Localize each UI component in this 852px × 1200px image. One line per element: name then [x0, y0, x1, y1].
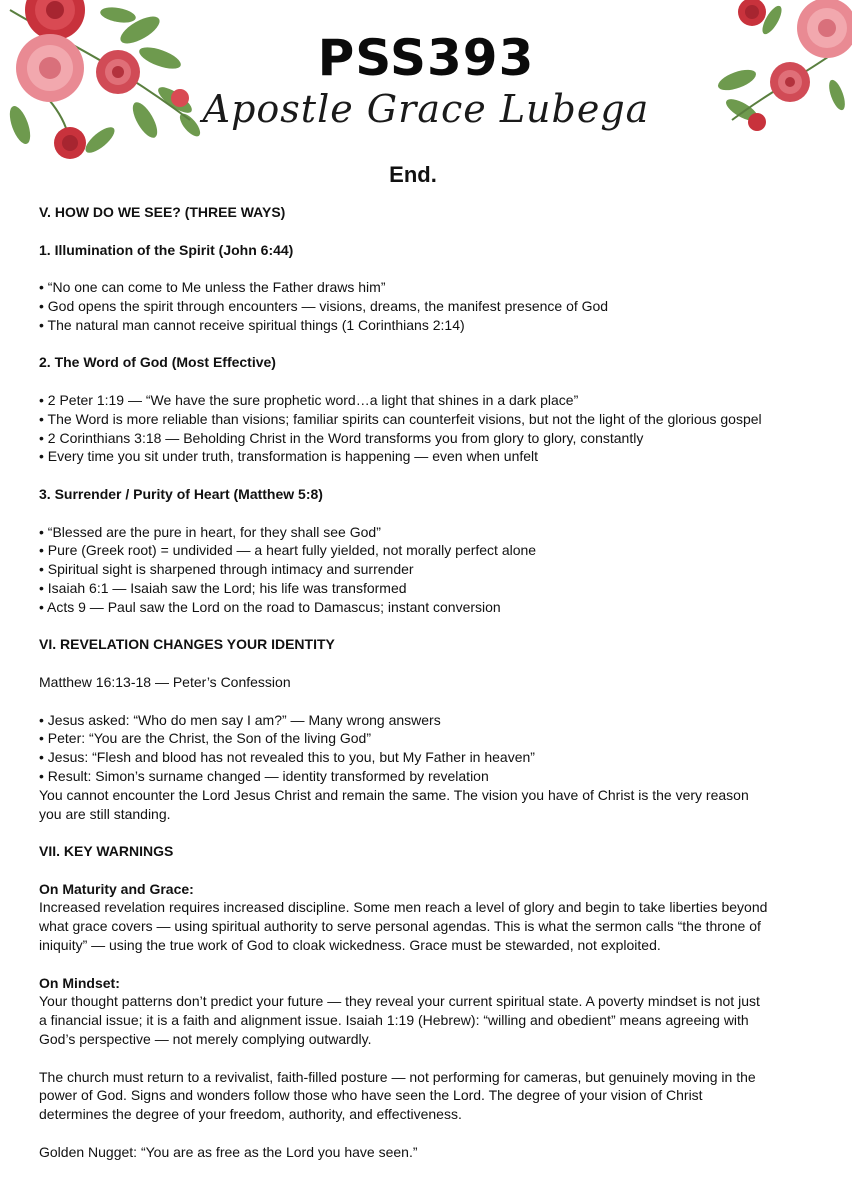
- list-item: • 2 Peter 1:19 — “We have the sure prophetic word…a light that shines in a dark place”: [39, 391, 579, 408]
- list-item: • The natural man cannot receive spiritual things (1 Corinthians 2:14): [39, 316, 465, 333]
- section-heading-v: V. HOW DO WE SEE? (THREE WAYS): [39, 204, 286, 220]
- subsection-heading-word: 2. The Word of God (Most Effective): [39, 354, 276, 371]
- page-subtitle: End.: [389, 162, 437, 187]
- list-item: • Isaiah 6:1 — Isaiah saw the Lord; his life was transformed: [39, 579, 407, 596]
- church-paragraph: The church must return to a revivalist, faith-filled posture — not performing for cameras, but genuinely moving in the power of God. Signs and wonders follow those who have seen the Lord. The degree of your vision of Christ determines the degree of your freedom, authority, and effectiveness.: [39, 1068, 756, 1123]
- maturity-paragraph: Increased revelation requires increased discipline. Some men reach a level of glory and begin to take liberties beyond what grace covers — using spiritual authority to serve personal agendas. This is what the sermon calls “the throne of iniquity” — using the true work of God to cloak wickedness. Grace must be stewarded, not exploited.: [39, 899, 768, 954]
- section-heading-vii: VII. KEY WARNINGS: [39, 843, 174, 860]
- list-item: • Every time you sit under truth, transformation is happening — even when unfelt: [39, 448, 539, 465]
- list-item: • 2 Corinthians 3:18 — Beholding Christ in the Word transforms you from glory to glory, constantly: [39, 429, 644, 446]
- subsection-heading-illumination: 1. Illumination of the Spirit (John 6:44): [39, 241, 294, 258]
- subsection-heading-surrender: 3. Surrender / Purity of Heart (Matthew 5:8): [39, 485, 323, 502]
- list-item: • Jesus asked: “Who do men say I am?” — Many wrong answers: [39, 711, 441, 728]
- list-item: • Peter: “You are the Christ, the Son of the living God”: [39, 730, 372, 747]
- bullet-list-surrender: [39, 523, 769, 617]
- scripture-reference: Matthew 16:13-18 — Peter’s Confession: [39, 673, 291, 690]
- mindset-label: On Mindset:: [39, 974, 120, 991]
- document-body: [39, 203, 769, 1162]
- list-item: • Acts 9 — Paul saw the Lord on the road to Damascus; instant conversion: [39, 598, 501, 615]
- page-title: PSS393: [317, 29, 535, 87]
- list-item: • “No one can come to Me unless the Father draws him”: [39, 279, 386, 296]
- list-item: • Spiritual sight is sharpened through intimacy and surrender: [39, 561, 414, 578]
- identity-paragraph: You cannot encounter the Lord Jesus Christ and remain the same. The vision you have of Christ is the very reason you are still standing.: [39, 786, 749, 822]
- bullet-list-word: [39, 391, 769, 466]
- list-item: • Result: Simon’s surname changed — identity transformed by revelation: [39, 767, 489, 784]
- list-item: • “Blessed are the pure in heart, for they shall see God”: [39, 523, 381, 540]
- list-item: • Pure (Greek root) = undivided — a heart fully yielded, not morally perfect alone: [39, 542, 537, 559]
- section-heading-vi: VI. REVELATION CHANGES YOUR IDENTITY: [39, 636, 335, 653]
- list-item: • Jesus: “Flesh and blood has not revealed this to you, but My Father in heaven”: [39, 749, 535, 766]
- bullet-list-confession: [39, 711, 769, 786]
- list-item: • The Word is more reliable than visions; familiar spirits can counterfeit visions, but not the light of the glorious gospel: [39, 410, 762, 427]
- author-signature: Apostle Grace Lubega: [202, 87, 650, 131]
- mindset-paragraph: Your thought patterns don’t predict your future — they reveal your current spiritual state. A poverty mindset is not just a financial issue; it is a faith and alignment issue. Isaiah 1:19 (Hebrew): “willing and obedient” means agreeing with God’s perspective — not merely complying outwardly.: [39, 993, 760, 1048]
- bullet-list-illumination: [39, 278, 769, 334]
- golden-nugget: Golden Nugget: “You are as free as the Lord you have seen.”: [39, 1143, 418, 1160]
- list-item: • God opens the spirit through encounters — visions, dreams, the manifest presence of God: [39, 297, 609, 314]
- maturity-label: On Maturity and Grace:: [39, 880, 194, 897]
